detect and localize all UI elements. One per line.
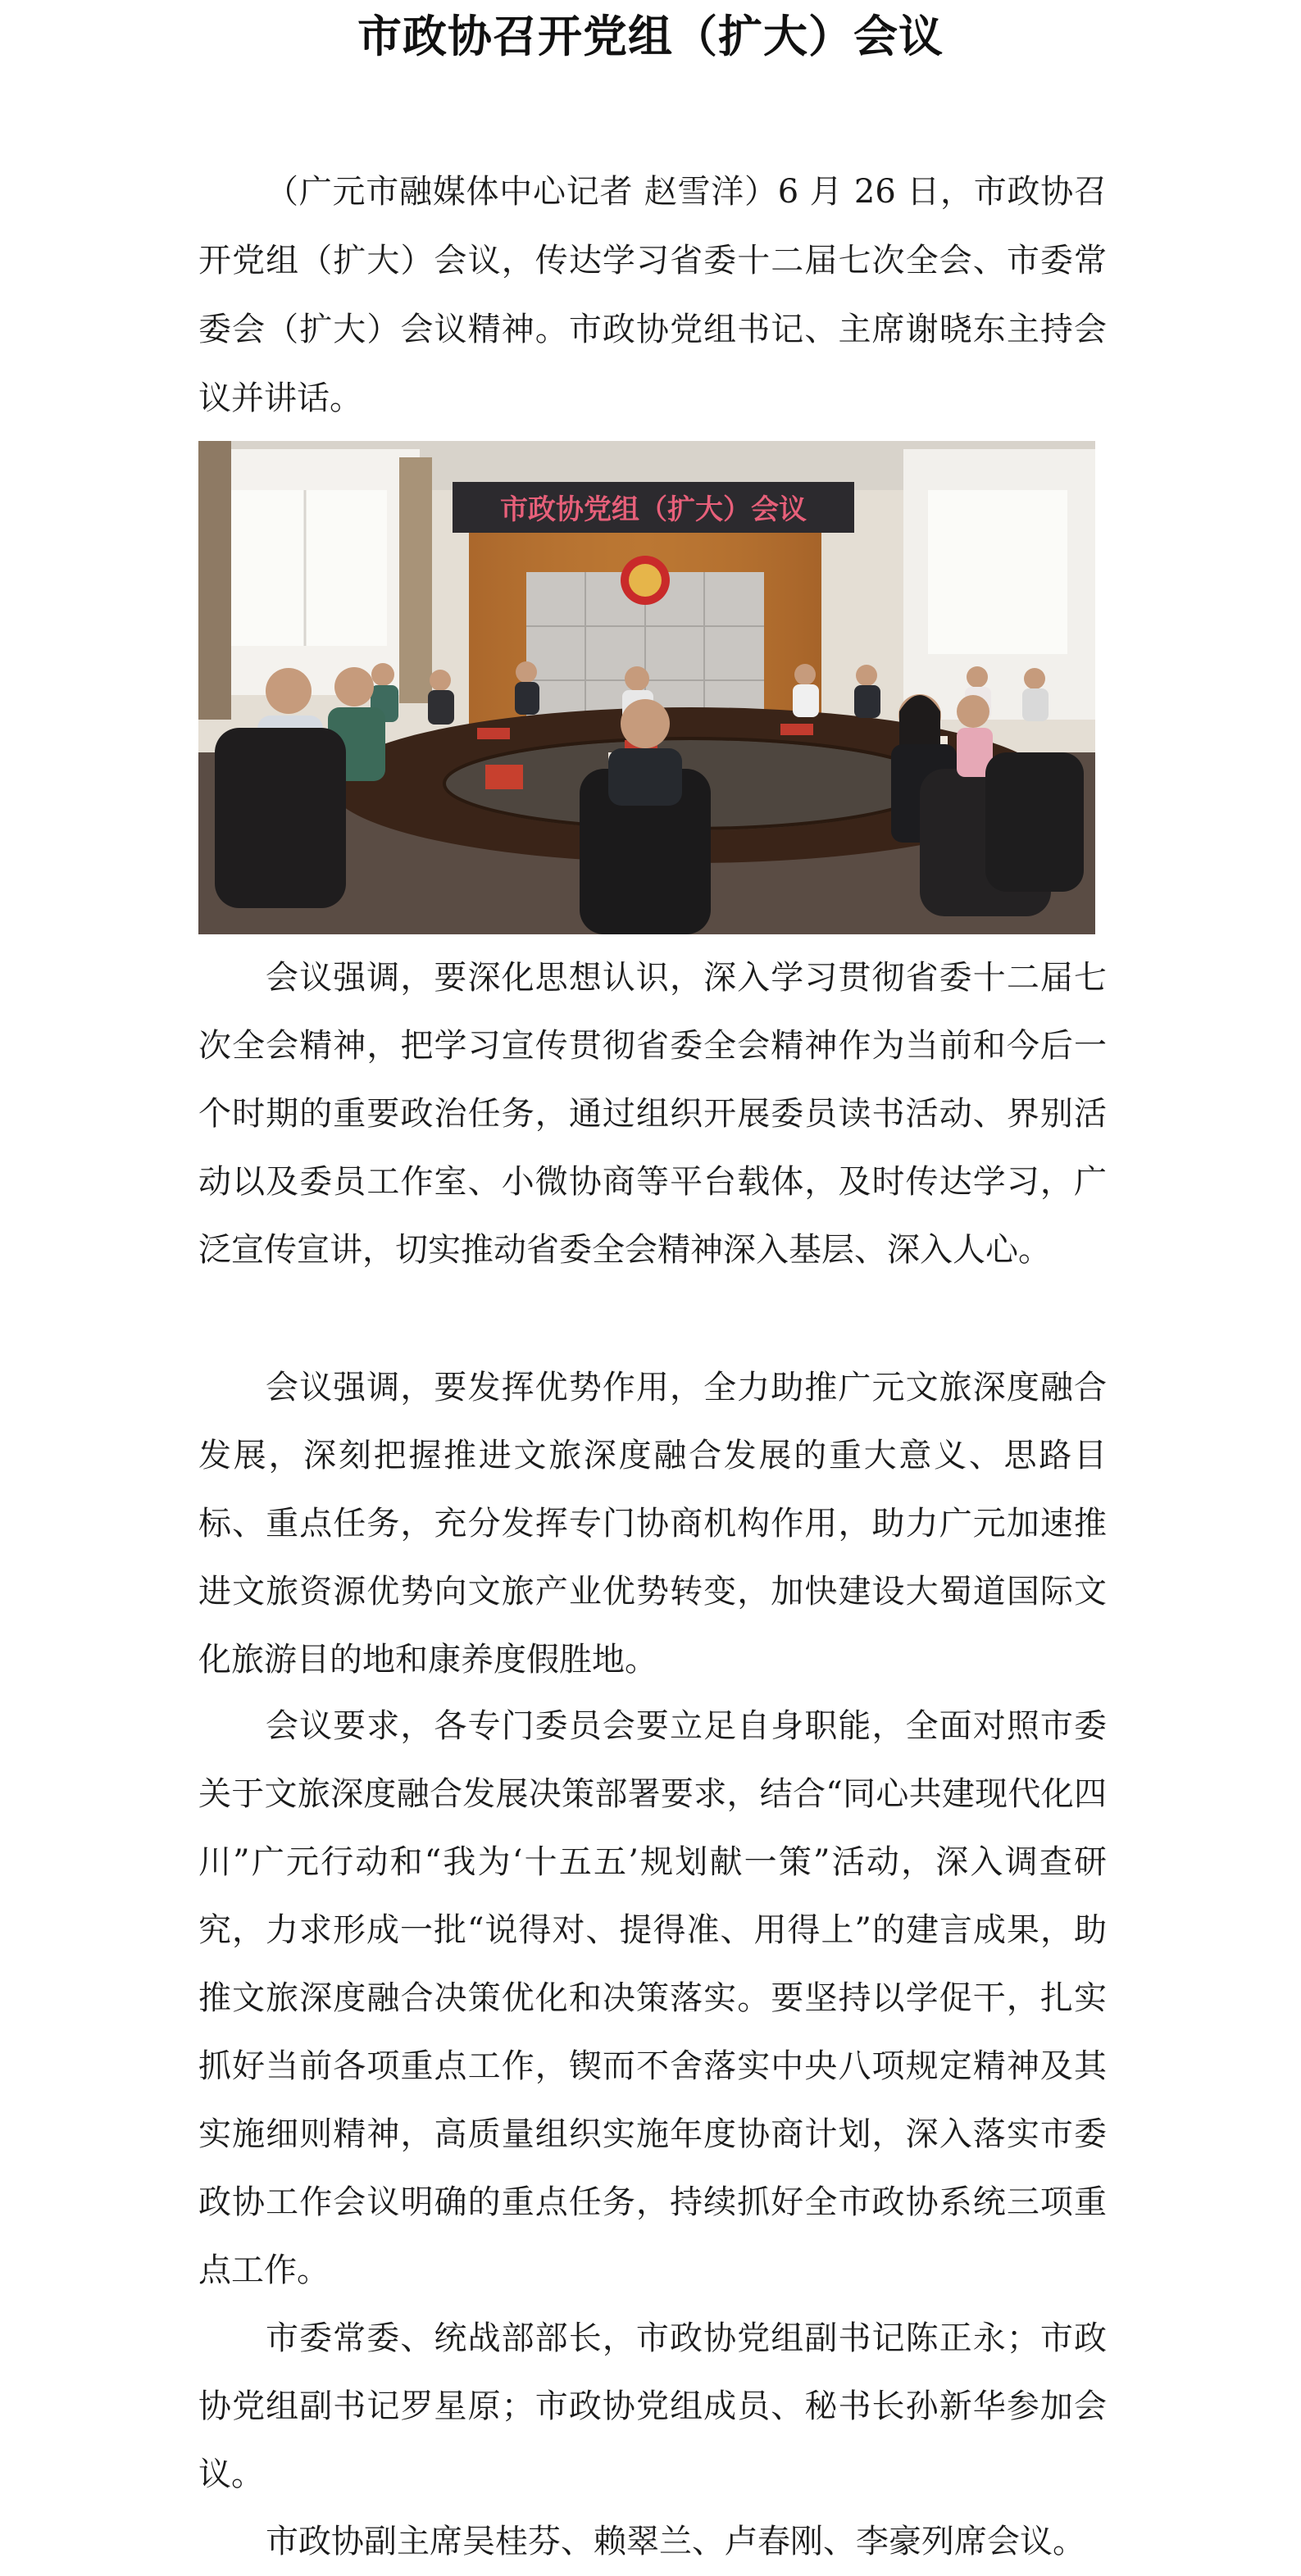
article-paragraph: 会议要求，各专门委员会要立足自身职能，全面对照市委关于文旅深度融合发展决策部署要求，结合“同心共建现代化四川”广元行动和“我为‘十五五’规划献一策”活动，深入调查研究，力求形成一批“说得对、提得准、用得上”的建言成果，助推文旅深度融合决策优化和决策落实。要坚持以学促干，扎实抓好当前各项重点工作，锲而不舍落实中央八项规定精神及其实施细则精神，高质量组织实施年度协商计划，深入落实市委政协工作会议明确的重点任务，持续抓好全市政协系统三项重点工作。 <box>198 1707 1107 2289</box>
article-paragraph: 会议强调，要发挥优势作用，全力助推广元文旅深度融合发展，深刻把握推进文旅深度融合发展的重大意义、思路目标、重点任务，充分发挥专门协商机构作用，助力广元加速推进文旅资源优势向文旅产业优势转变，加快建设大蜀道国际文化旅游目的地和康养度假胜地。 <box>198 1369 1107 1679</box>
meeting-photo <box>198 441 1095 934</box>
article-paragraph: （广元市融媒体中心记者 赵雪洋）6 月 26 日，市政协召开党组（扩大）会议，传达学习省委十二届七次全会、市委常委会（扩大）会议精神。市政协党组书记、主席谢晓东主持会议并讲话。 <box>198 173 1107 417</box>
article-paragraph: 市委常委、统战部部长，市政协党组副书记陈正永；市政协党组副书记罗星原；市政协党组成员、秘书长孙新华参加会议。 <box>198 2319 1107 2493</box>
article-paragraph: 市政协副主席吴桂芬、赖翠兰、卢春刚、李豪列席会议。 <box>266 2523 1085 2560</box>
article-paragraph: 会议强调，要深化思想认识，深入学习贯彻省委十二届七次全会精神，把学习宣传贯彻省委全会精神作为当前和今后一个时期的重要政治任务，通过组织开展委员读书活动、界别活动以及委员工作室、小微协商等平台载体，及时传达学习，广泛宣传宣讲，切实推动省委全会精神深入基层、深入人心。 <box>198 959 1107 1269</box>
article-title: 市政协召开党组（扩大）会议 <box>357 10 944 62</box>
photo-banner-text: 市政协党组（扩大）会议 <box>500 493 807 526</box>
